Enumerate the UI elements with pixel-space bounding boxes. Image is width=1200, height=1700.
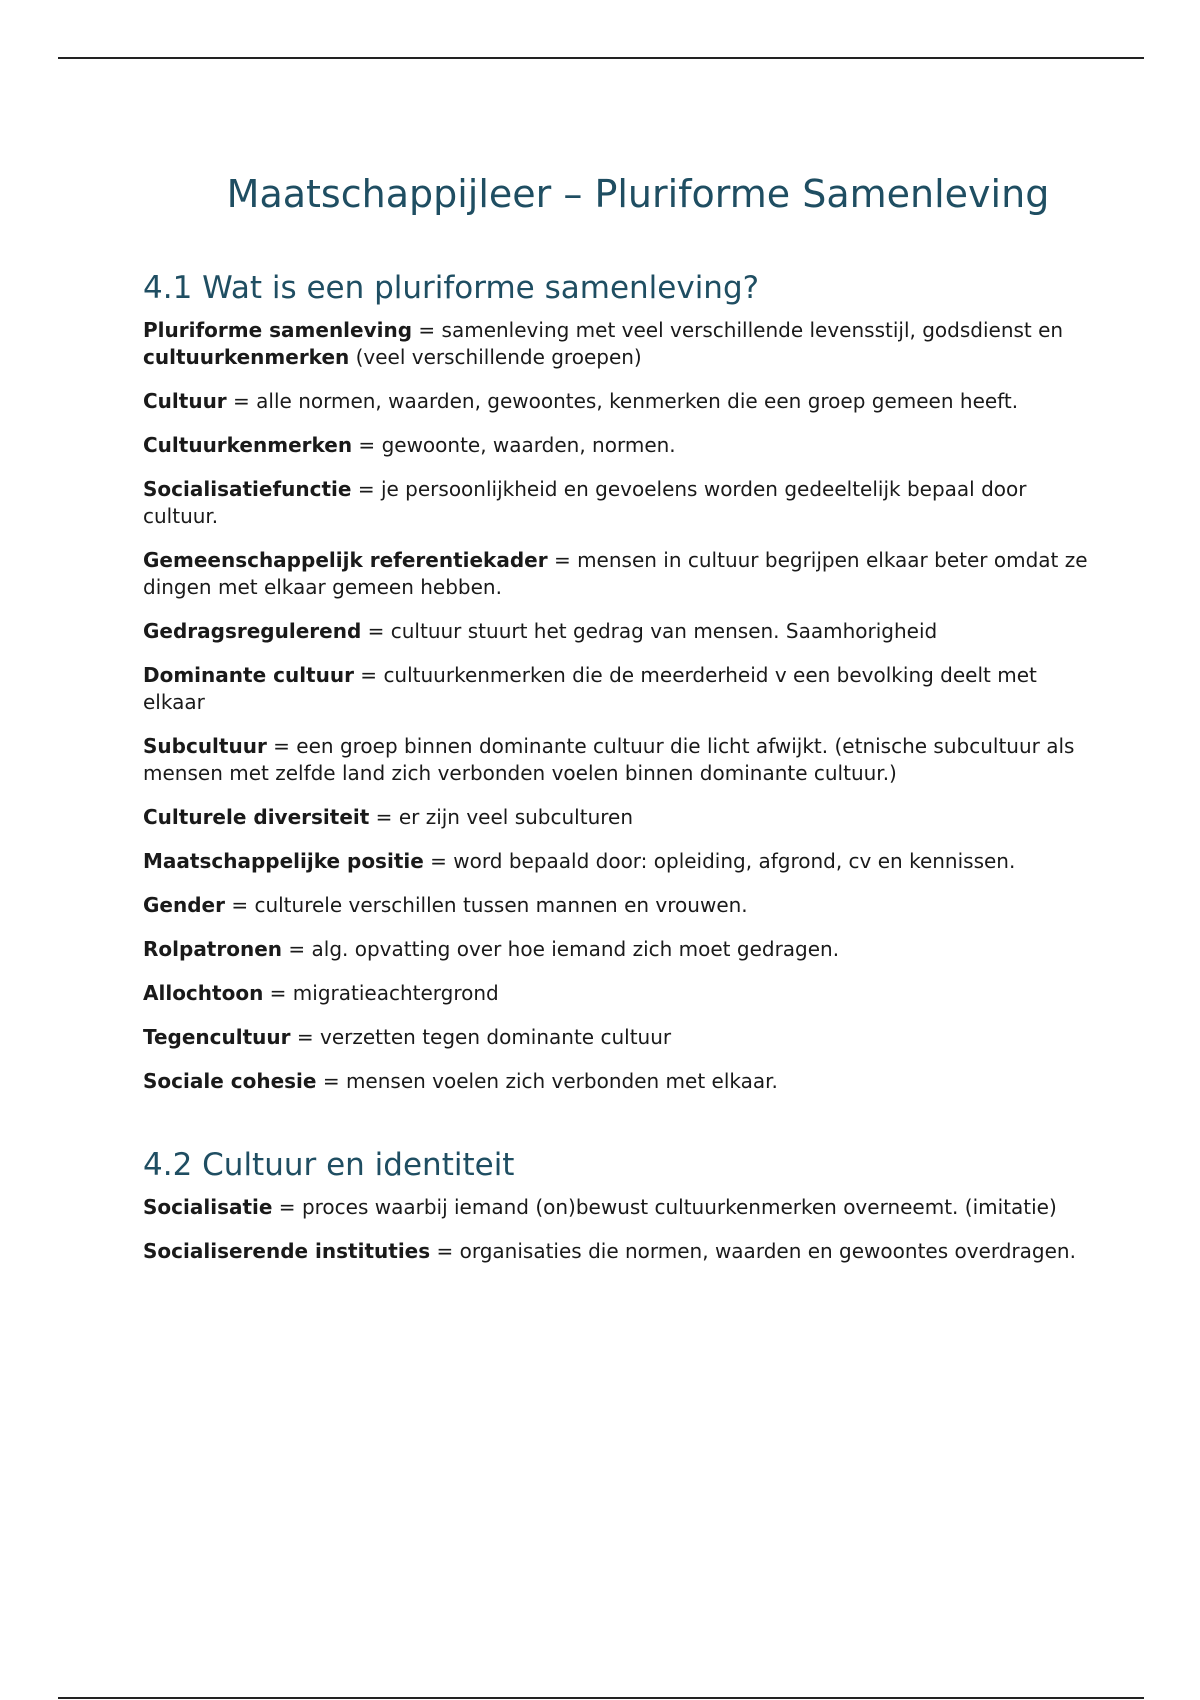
term-entry-cultuurkenmerken — [143, 432, 1093, 459]
definition: gewoonte, waarden, normen. — [381, 432, 676, 457]
section-4-2 — [143, 1147, 1093, 1265]
separator: = — [263, 980, 293, 1005]
definition: samenleving met veel verschillende levensstijl, godsdienst en — [441, 317, 1064, 342]
definition: je persoonlijkheid en gevoelens worden gedeeltelijk bepaal door cultuur. — [143, 476, 1027, 528]
term-entry-rolpatronen — [143, 936, 1093, 963]
term-inline: cultuurkenmerken — [143, 344, 350, 369]
document-title: Maatschappijleer – Pluriforme Samenleving — [226, 172, 1050, 216]
term: Culturele diversiteit — [143, 804, 370, 829]
separator: = — [353, 662, 384, 687]
term: Gemeenschappelijk referentiekader — [143, 547, 548, 572]
term: Cultuur — [143, 388, 227, 413]
term: Pluriforme samenleving — [143, 317, 413, 342]
definition: proces waarbij iemand (on)bewust cultuurkenmerken overneemt. (imitatie) — [301, 1194, 1057, 1219]
term: Dominante cultuur — [143, 662, 354, 687]
separator: = — [316, 1068, 346, 1093]
term-entry-socialisatiefunctie — [143, 476, 1093, 530]
definition: verzetten tegen dominante cultuur — [320, 1024, 672, 1049]
definition: er zijn veel subculturen — [398, 804, 634, 829]
definition: alg. opvatting over hoe iemand zich moet gedragen. — [311, 936, 840, 961]
separator: = — [423, 848, 454, 873]
header-rule — [58, 57, 1144, 59]
separator: = — [412, 317, 442, 342]
term-entry-pluriforme-samenleving — [143, 317, 1093, 371]
definition: word bepaald door: opleiding, afgrond, cv en kennissen. — [453, 848, 1016, 873]
separator: = — [430, 1238, 460, 1263]
separator: = — [282, 936, 312, 961]
separator: = — [352, 432, 382, 457]
definition: migratieachtergrond — [292, 980, 499, 1005]
term-entry-cultuur — [143, 388, 1093, 415]
section-heading: 4.1 Wat is een pluriforme samenleving? — [143, 269, 760, 306]
term: Socialisatiefunctie — [143, 476, 352, 501]
document-body — [143, 172, 1093, 1282]
term-entry-maatschappelijke-positie — [143, 848, 1093, 875]
definition-continued: (veel verschillende groepen) — [349, 344, 642, 369]
separator: = — [290, 1024, 321, 1049]
section-4-1 — [143, 270, 1093, 1095]
term: Gedragsregulerend — [143, 618, 362, 643]
term: Allochtoon — [143, 980, 264, 1005]
separator: = — [226, 388, 257, 413]
term: Rolpatronen — [143, 936, 283, 961]
separator: = — [272, 1194, 302, 1219]
term-entry-gedragsregulerend — [143, 618, 1093, 645]
separator: = — [351, 476, 381, 501]
term: Cultuurkenmerken — [143, 432, 353, 457]
term-entry-subcultuur — [143, 733, 1093, 787]
term-entry-gender — [143, 892, 1093, 919]
definition: een groep binnen dominante cultuur die licht afwijkt. (etnische subcultuur als mensen met zelfde land zich verbonden voelen binnen dominante cultuur.) — [143, 733, 1075, 785]
definition: mensen in cultuur begrijpen elkaar beter omdat ze dingen met elkaar gemeen hebben. — [143, 547, 1088, 599]
definition: cultuurkenmerken die de meerderheid v een bevolking deelt met elkaar — [143, 662, 1037, 714]
separator: = — [266, 733, 297, 758]
definition: cultuur stuurt het gedrag van mensen. Saamhorigheid — [390, 618, 938, 643]
term-entry-sociale-cohesie — [143, 1068, 1093, 1095]
definition: alle normen, waarden, gewoontes, kenmerken die een groep gemeen heeft. — [256, 388, 1019, 413]
term-entry-socialisatie — [143, 1194, 1093, 1221]
section-heading: 4.2 Cultuur en identiteit — [143, 1146, 515, 1183]
separator: = — [547, 547, 578, 572]
separator: = — [361, 618, 391, 643]
term: Socialisatie — [143, 1194, 273, 1219]
separator: = — [224, 892, 255, 917]
term-entry-dominante-cultuur — [143, 662, 1093, 716]
term: Sociale cohesie — [143, 1068, 317, 1093]
separator: = — [369, 804, 399, 829]
term: Socialiserende instituties — [143, 1238, 431, 1263]
term: Maatschappelijke positie — [143, 848, 424, 873]
term: Tegencultuur — [143, 1024, 291, 1049]
term: Subcultuur — [143, 733, 267, 758]
definition: mensen voelen zich verbonden met elkaar. — [345, 1068, 778, 1093]
definition: organisaties die normen, waarden en gewoontes overdragen. — [459, 1238, 1076, 1263]
term-entry-tegencultuur — [143, 1024, 1093, 1051]
definition: culturele verschillen tussen mannen en vrouwen. — [254, 892, 748, 917]
term-entry-referentiekader — [143, 547, 1093, 601]
term: Gender — [143, 892, 225, 917]
term-entry-culturele-diversiteit — [143, 804, 1093, 831]
term-entry-socialiserende-instituties — [143, 1238, 1093, 1265]
footer-rule — [58, 1697, 1144, 1699]
term-entry-allochtoon — [143, 980, 1093, 1007]
